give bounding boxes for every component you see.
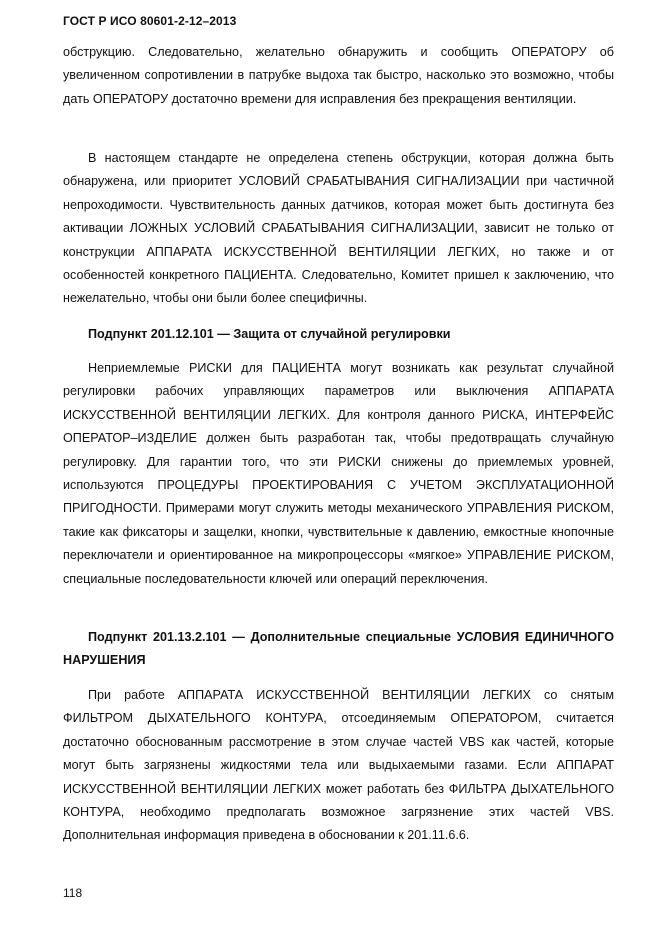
document-header-code: ГОСТ Р ИСО 80601-2-12–2013	[63, 14, 237, 28]
paragraph-breathing-filter: При работе АППАРАТА ИСКУССТВЕННОЙ ВЕНТИЛЯЦИИ ЛЕГКИХ со снятым ФИЛЬТРОМ ДЫХАТЕЛЬНОГО КОНТУРА, отсоединяемым ОПЕРАТОРОМ, считается достаточно обоснованным рассмотрение в этом случае частей VBS как частей, которые могут быть загрязнены жидкостями тела или выдыхаемыми газами. Если АППАРАТ ИСКУССТВЕННОЙ ВЕНТИЛЯЦИИ ЛЕГКИХ может работать без ФИЛЬТРА ДЫХАТЕЛЬНОГО КОНТУРА, необходимо предполагать возможное загрязнение этих частей VBS. Дополнительная информация приведена в обосновании к 201.11.6.6.	[63, 688, 614, 843]
section-heading-201-13-2-101: Подпункт 201.13.2.101 — Дополнительные специальные УСЛОВИЯ ЕДИНИЧНОГО НАРУШЕНИЯ	[63, 630, 614, 668]
paragraph-obstruction-continued: обструкцию. Следовательно, желательно обнаружить и сообщить ОПЕРАТОРУ об увеличенном сопротивлении в патрубке выдоха так быстро, насколько это возможно, чтобы дать ОПЕРАТОРУ достаточно времени для исправления без прекращения вентиляции.	[63, 45, 614, 106]
page-number: 118	[63, 886, 83, 900]
paragraph-obstruction-degree: В настоящем стандарте не определена степень обструкции, которая должна быть обнаружена, или приоритет УСЛОВИЙ СРАБАТЫВАНИЯ СИГНАЛИЗАЦИИ при частичной непроходимости. Чувствительность данных датчиков, которая может быть достигнута без активации ЛОЖНЫХ УСЛОВИЙ СРАБАТЫВАНИЯ СИГНАЛИЗАЦИИ, зависит не только от конструкции АППАРАТА ИСКУССТВЕННОЙ ВЕНТИЛЯЦИИ ЛЕГКИХ, но также и от особенностей конкретного ПАЦИЕНТА. Следовательно, Комитет пришел к заключению, что нежелательно, чтобы они были более специфичны.	[63, 151, 614, 306]
paragraph-accidental-adjustment: Неприемлемые РИСКИ для ПАЦИЕНТА могут возникать как результат случайной регулировки рабочих управляющих параметров или выключения АППАРАТА ИСКУССТВЕННОЙ ВЕНТИЛЯЦИИ ЛЕГКИХ. Для контроля данного РИСКА, ИНТЕРФЕЙС ОПЕРАТОР–ИЗДЕЛИЕ должен быть разработан так, чтобы предотвращать случайную регулировку. Для гарантии того, что эти РИСКИ снижены до приемлемых уровней, используются ПРОЦЕДУРЫ ПРОЕКТИРОВАНИЯ С УЧЕТОМ ЭКСПЛУАТАЦИОННОЙ ПРИГОДНОСТИ. Примерами могут служить методы механического УПРАВЛЕНИЯ РИСКОМ, такие как фиксаторы и защелки, кнопки, чувствительные к давлению, емкостные кнопочные переключатели и ориентированное на микропроцессоры «мягкое» УПРАВЛЕНИЕ РИСКОМ, специальные последовательности ключей или операций переключения.	[63, 361, 614, 586]
section-heading-201-12-101: Подпункт 201.12.101 — Защита от случайной регулировки	[88, 327, 451, 341]
